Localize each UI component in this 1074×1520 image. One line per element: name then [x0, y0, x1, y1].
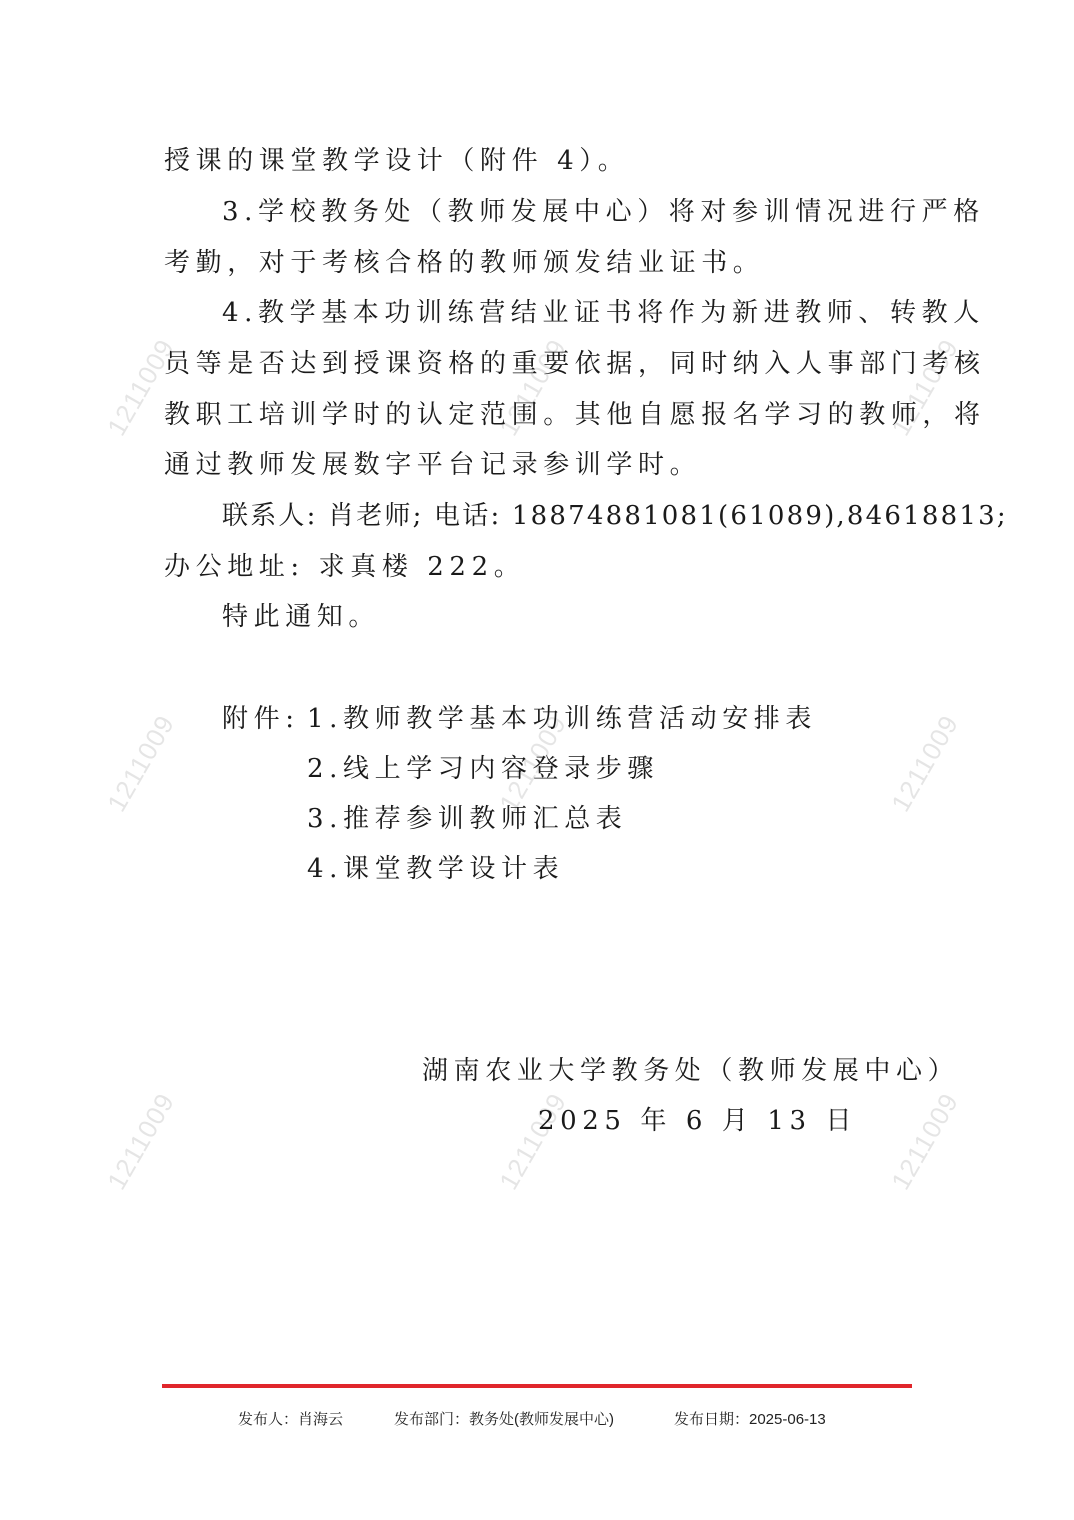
watermark: 1211009	[885, 333, 965, 441]
footer-publisher: 发布人：肖海云	[238, 1411, 344, 1428]
attachments-label: 附件:	[222, 704, 300, 734]
body-line: 教职工培训学时的认定范围。其他自愿报名学习的教师，将	[164, 400, 986, 430]
watermark: 1211009	[101, 709, 181, 817]
watermark: 1211009	[493, 333, 573, 441]
attachment-item: 1.教师教学基本功训练营活动安排表	[307, 704, 818, 734]
body-line: 考勤，对于考核合格的教师颁发结业证书。	[164, 248, 765, 278]
watermark: 1211009	[493, 709, 573, 817]
watermark: 1211009	[101, 333, 181, 441]
body-line: 授课的课堂教学设计（附件 4）。	[164, 146, 630, 176]
attachment-item: 2.线上学习内容登录步骤	[307, 754, 660, 784]
footer-date: 发布日期：2025-06-13	[674, 1411, 826, 1428]
body-line: 通过教师发展数字平台记录参训学时。	[164, 450, 702, 480]
body-line: 3.学校教务处（教师发展中心）将对参训情况进行严格	[222, 197, 985, 227]
footer-department: 发布部门：教务处(教师发展中心)	[394, 1411, 614, 1428]
attachment-item: 4.课堂教学设计表	[307, 854, 565, 884]
signature-date: 2025 年 6 月 13 日	[538, 1106, 858, 1136]
attachment-item: 3.推荐参训教师汇总表	[307, 804, 628, 834]
watermark: 1211009	[101, 1087, 181, 1195]
address-line: 办公地址: 求真楼 222。	[164, 552, 526, 582]
watermark: 1211009	[885, 709, 965, 817]
contact-line: 联系人: 肖老师; 电话: 18874881081(61089),84618813;	[222, 501, 1008, 531]
watermark: 1211009	[493, 1087, 573, 1195]
body-line: 4.教学基本功训练营结业证书将作为新进教师、转教人	[222, 298, 985, 328]
body-line: 员等是否达到授课资格的重要依据，同时纳入人事部门考核	[164, 349, 986, 379]
closing-line: 特此通知。	[222, 602, 381, 632]
watermark: 1211009	[885, 1087, 965, 1195]
footer-rule	[162, 1384, 912, 1388]
signature-org: 湖南农业大学教务处（教师发展中心）	[422, 1056, 960, 1086]
